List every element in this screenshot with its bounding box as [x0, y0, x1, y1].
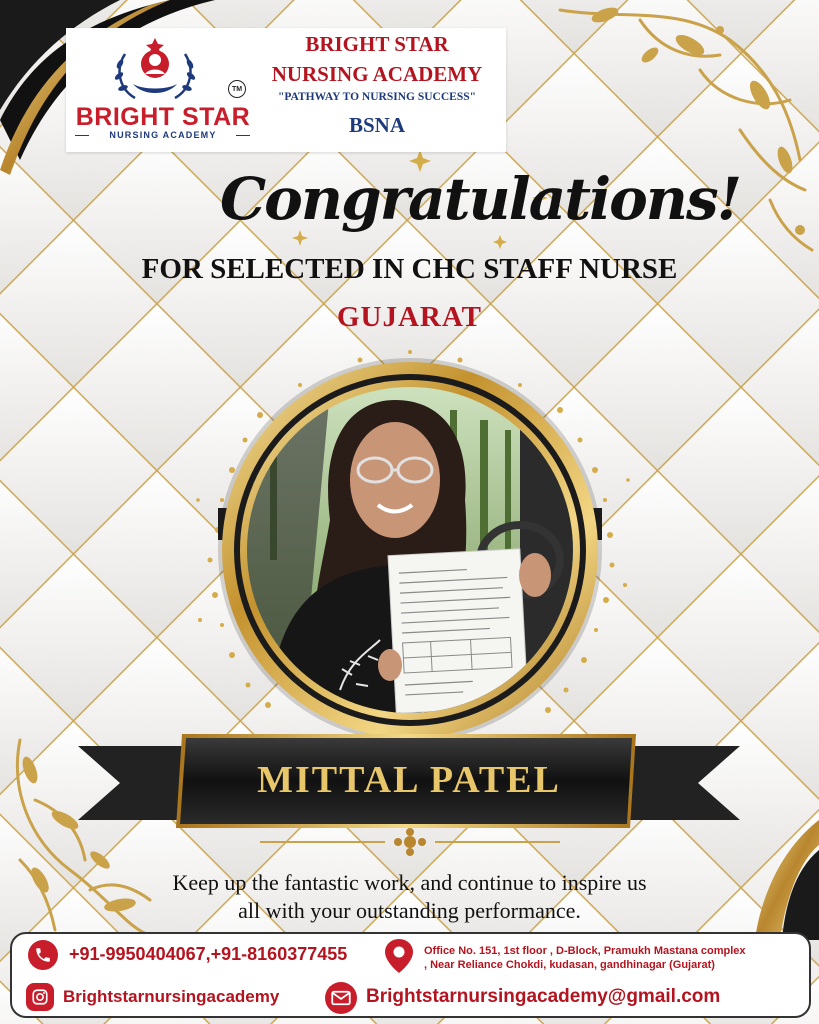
- logo-wordmark: BRIGHT STAR: [75, 103, 251, 131]
- academy-tagline: "PATHWAY TO NURSING SUCCESS": [278, 91, 476, 103]
- congratulations-heading: Congratulations!: [220, 165, 741, 233]
- message-line1: Keep up the fantastic work, and continue to inspire us: [172, 870, 647, 895]
- instagram-handle[interactable]: Brightstarnursingacademy: [63, 987, 280, 1006]
- academy-name-line2: NURSING ACADEMY: [271, 62, 483, 86]
- email-address[interactable]: Brightstarnursingacademy@gmail.com: [366, 986, 721, 1007]
- phone-numbers[interactable]: +91-9950404067,+91-8160377455: [69, 944, 348, 964]
- selection-headline: FOR SELECTED IN CHC STAFF NURSE: [141, 253, 678, 285]
- location-pin-icon: [383, 938, 415, 974]
- selection-state: GUJARAT: [336, 301, 483, 333]
- trademark-mark: TM: [228, 80, 246, 98]
- address-line2: , Near Reliance Chokdi, kudasan, gandhinagar (Gujarat): [424, 959, 715, 971]
- phone-icon: [28, 940, 58, 970]
- message-line2: all with your outstanding performance.: [238, 898, 581, 923]
- mail-icon: [325, 982, 357, 1014]
- logo-emblem-icon: [105, 34, 205, 104]
- academy-name-line1: BRIGHT STAR: [305, 32, 449, 56]
- instagram-icon: [26, 983, 54, 1011]
- academy-short-name: BSNA: [348, 113, 406, 137]
- logo-subtitle: NURSING ACADEMY: [109, 130, 217, 140]
- address-line1: Office No. 151, 1st floor , D-Block, Pramukh Mastana complex: [424, 945, 746, 957]
- student-name: MITTAL PATEL: [257, 759, 561, 801]
